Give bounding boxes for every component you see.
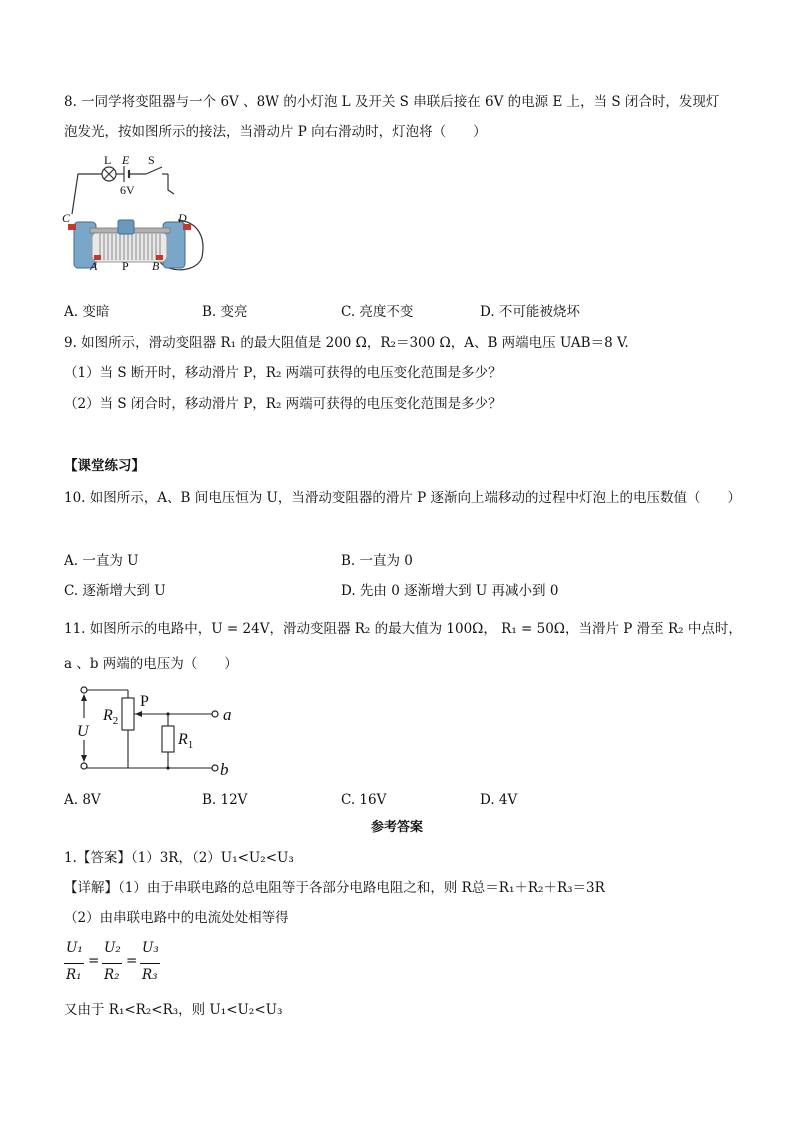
q8-text-line2: 泡发光，按如图所示的接法，当滑动片 P 向右滑动时，灯泡将（ ） xyxy=(64,124,487,140)
q10-option-c[interactable]: C. 逐渐增大到 U xyxy=(64,583,166,599)
switch-symbol xyxy=(146,167,162,174)
q11-option-d[interactable]: D. 4V xyxy=(480,792,518,808)
label-D: D xyxy=(178,211,187,225)
q11-option-c[interactable]: C. 16V xyxy=(341,792,387,808)
label-A: A xyxy=(90,259,98,273)
section-heading: 【课堂练习】 xyxy=(64,458,145,474)
q9-sub1: （1）当 S 断开时，移动滑片 P，R₂ 两端可获得的电压变化范围是多少？ xyxy=(64,365,502,381)
q9-text: 9. 如图所示，滑动变阻器 R₁ 的最大阻值是 200 Ω，R₂＝300 Ω，A、B 两端电压 UAB＝8 V. xyxy=(64,335,629,351)
detail-1: 【详解】（1）由于串联电路的总电阻等于各部分电路电阻之和，则 R总＝R₁＋R₂＋R₃＝3R xyxy=(64,880,605,896)
frac2-num: U₂ xyxy=(104,940,121,956)
label-P: P xyxy=(140,693,149,710)
q11-text-line1: 11. 如图所示的电路中，U = 24V，滑动变阻器 R₂ 的最大值为 100Ω， R₁ = 50Ω，当滑片 P 滑至 R₂ 中点时， xyxy=(64,621,742,637)
q9-sub2: （2）当 S 闭合时，移动滑片 P，R₂ 两端可获得的电压变化范围是多少？ xyxy=(64,396,502,412)
conclusion: 又由于 R₁<R₂<R₃，则 U₁<U₂<U₃ xyxy=(64,1002,283,1018)
q11-text-line2: a 、b 两端的电压为（ ） xyxy=(64,656,238,672)
label-b: b xyxy=(220,760,229,779)
circuit-figure xyxy=(70,684,250,784)
answers-title: 参考答案 xyxy=(370,820,423,835)
frac3-den: R₃ xyxy=(142,967,158,983)
q10-option-a[interactable]: A. 一直为 U xyxy=(64,553,139,569)
q8-text-line1: 8. 一同学将变阻器与一个 6V 、8W 的小灯泡 L 及开关 S 串联后接在 6V 的电源 E 上，当 S 闭合时，发现灯 xyxy=(64,94,720,110)
detail-2: （2）由串联电路中的电流处处相等得 xyxy=(64,910,289,926)
q8-option-d[interactable]: D. 不可能被烧坏 xyxy=(480,304,580,320)
q10-option-b[interactable]: B. 一直为 0 xyxy=(341,553,413,569)
label-P: P xyxy=(122,259,129,273)
label-a: a xyxy=(223,705,232,724)
frac1-den: R₁ xyxy=(66,967,82,983)
label-L: L xyxy=(104,153,112,167)
label-E: E xyxy=(122,153,130,167)
rheostat-figure xyxy=(60,152,210,277)
eq-1: = xyxy=(88,953,100,969)
label-R2: $R_2$ xyxy=(103,707,119,727)
label-C: C xyxy=(62,211,71,225)
frac3-num: U₃ xyxy=(142,940,159,956)
q8-option-b[interactable]: B. 变亮 xyxy=(202,304,248,320)
resistor-r1 xyxy=(162,726,174,752)
q10-text: 10. 如图所示，A、B 间电压恒为 U，当滑动变阻器的滑片 P 逐渐向上端移动的过程中灯泡上的电压数值（ ） xyxy=(64,490,742,506)
q11-option-a[interactable]: A. 8V xyxy=(64,792,101,808)
label-U: U xyxy=(77,723,89,740)
label-S: S xyxy=(148,153,155,167)
resistor-r2 xyxy=(122,698,134,730)
slider-p xyxy=(118,220,134,234)
q11-option-b[interactable]: B. 12V xyxy=(202,792,248,808)
q8-option-a[interactable]: A. 变暗 xyxy=(64,304,110,320)
eq-2: = xyxy=(126,953,138,969)
label-R1: $R_1$ xyxy=(178,731,194,751)
q10-option-d[interactable]: D. 先由 0 逐渐增大到 U 再减小到 0 xyxy=(341,583,559,599)
frac2-den: R₂ xyxy=(104,967,120,983)
label-6V: 6V xyxy=(120,183,135,197)
frac1-num: U₁ xyxy=(66,940,83,956)
label-B: B xyxy=(152,259,160,273)
ratio-formula xyxy=(64,940,184,988)
answer-1: 1.【答案】（1）3R，（2）U₁<U₂<U₃ xyxy=(64,850,294,866)
q8-option-c[interactable]: C. 亮度不变 xyxy=(341,304,414,320)
